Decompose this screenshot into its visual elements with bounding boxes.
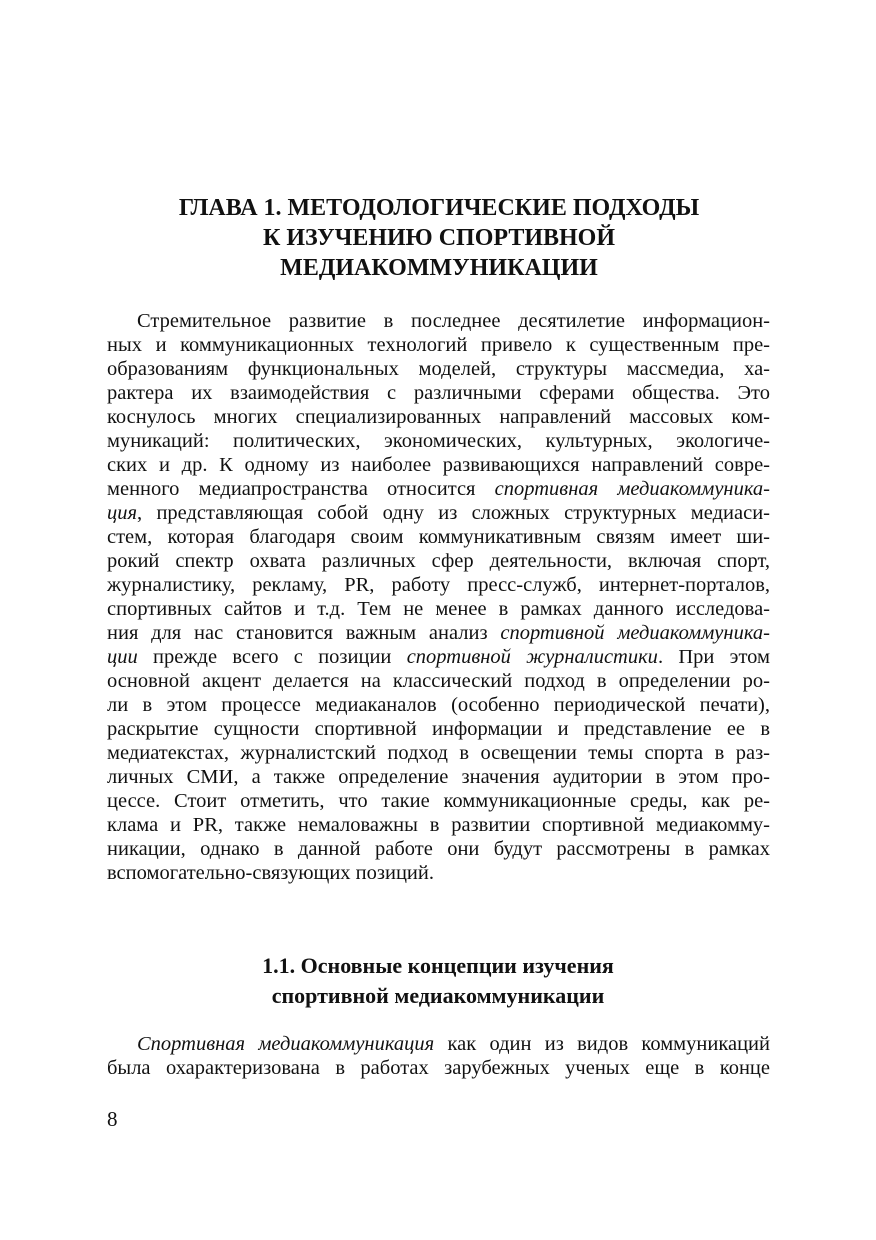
text-line bbox=[107, 477, 770, 501]
text-line bbox=[107, 525, 770, 549]
text-line bbox=[107, 741, 770, 765]
page-number: 8 bbox=[107, 1107, 118, 1131]
chapter-title-line: МЕДИАКОММУНИКАЦИИ bbox=[280, 255, 598, 281]
text-line bbox=[107, 837, 770, 861]
italic-term: Спортивная медиакоммуникация bbox=[137, 1033, 435, 1055]
text-line bbox=[107, 573, 770, 597]
text-run: никации, однако в данной работе они будут рассмотрены в рамках bbox=[107, 838, 770, 860]
text-run: клама и PR, также немаловажны в развитии спортивной медиакомму- bbox=[107, 814, 770, 836]
text-line bbox=[107, 357, 770, 381]
text-run: ских и др. К одному из наиболее развивающихся направлений совре- bbox=[107, 454, 770, 476]
text-run: коснулось многих специализированных направлений массовых ком- bbox=[107, 406, 770, 428]
text-run: . При этом bbox=[657, 646, 770, 668]
text-line bbox=[107, 1056, 770, 1080]
body-paragraph-intro bbox=[107, 309, 770, 885]
text-line bbox=[107, 597, 770, 621]
section-title bbox=[0, 951, 876, 1011]
text-run: личных СМИ, а также определение значения аудитории в этом про- bbox=[107, 766, 770, 788]
text-line bbox=[107, 693, 770, 717]
text-run: , представляющая собой одну из сложных структурных медиаси- bbox=[137, 502, 770, 524]
text-line bbox=[107, 813, 770, 837]
text-line bbox=[107, 861, 770, 885]
text-run: стем, которая благодаря своим коммуникативным связям имеет ши- bbox=[107, 526, 770, 548]
text-run: Стремительное развитие в последнее десятилетие информацион- bbox=[137, 310, 770, 332]
text-run: ли в этом процессе медиаканалов (особенно периодической печати), bbox=[107, 694, 770, 716]
text-line bbox=[107, 669, 770, 693]
text-line bbox=[107, 621, 770, 645]
text-run: была охарактеризована в работах зарубежных ученых еще в конце bbox=[107, 1057, 770, 1079]
text-run: ных и коммуникационных технологий привело к существенным пре- bbox=[107, 334, 770, 356]
text-run: медиатекстах, журналистский подход в освещении темы спорта в раз- bbox=[107, 742, 770, 764]
text-line bbox=[107, 1032, 770, 1056]
text-run: муникаций: политических, экономических, культурных, экологиче- bbox=[107, 430, 770, 452]
text-run: журналистику, рекламу, PR, работу пресс-служб, интернет-порталов, bbox=[107, 574, 770, 596]
section-title-line: 1.1. Основные концепции изучения bbox=[262, 953, 614, 978]
text-line bbox=[107, 429, 770, 453]
text-line bbox=[107, 717, 770, 741]
text-run: рактера их взаимодействия с различными сферами общества. Это bbox=[107, 382, 770, 404]
text-line bbox=[107, 765, 770, 789]
text-run: образованиям функциональных моделей, структуры массмедиа, ха- bbox=[107, 358, 770, 380]
text-line bbox=[107, 405, 770, 429]
text-line bbox=[107, 549, 770, 573]
italic-term: ции bbox=[107, 646, 138, 668]
chapter-title bbox=[0, 193, 876, 283]
italic-term: спортивной журналистики bbox=[406, 646, 658, 668]
text-line bbox=[107, 453, 770, 477]
text-run: спортивных сайтов и т.д. Тем не менее в рамках данного исследова- bbox=[107, 598, 770, 620]
text-line bbox=[107, 789, 770, 813]
text-line bbox=[107, 645, 770, 669]
text-run: цессе. Стоит отметить, что такие коммуникационные среды, как ре- bbox=[107, 790, 770, 812]
text-line bbox=[107, 309, 770, 333]
text-line bbox=[107, 333, 770, 357]
italic-term: ция bbox=[107, 502, 138, 524]
text-run: как один из видов коммуникаций bbox=[434, 1033, 770, 1055]
chapter-title-line: К ИЗУЧЕНИЮ СПОРТИВНОЙ bbox=[262, 225, 616, 251]
text-run: менного медиапространства относится bbox=[107, 478, 495, 500]
text-run: прежде всего с позиции bbox=[137, 646, 407, 668]
body-paragraph-section bbox=[107, 1032, 770, 1080]
text-run: рокий спектр охвата различных сфер деятельности, включая спорт, bbox=[107, 550, 770, 572]
text-run: вспомогательно-связующих позиций. bbox=[107, 862, 434, 884]
text-run: раскрытие сущности спортивной информации и представление ее в bbox=[107, 718, 770, 740]
text-line bbox=[107, 381, 770, 405]
text-run: ния для нас становится важным анализ bbox=[107, 622, 501, 644]
text-run: основной акцент делается на классический подход в определении ро- bbox=[107, 670, 770, 692]
section-title-line: спортивной медиакоммуникации bbox=[271, 983, 605, 1008]
italic-term: спортивной медиакоммуника- bbox=[500, 622, 770, 644]
italic-term: спортивная медиакоммуника- bbox=[494, 478, 771, 500]
text-line bbox=[107, 501, 770, 525]
chapter-title-line: ГЛАВА 1. МЕТОДОЛОГИЧЕСКИЕ ПОДХОДЫ bbox=[178, 195, 700, 221]
